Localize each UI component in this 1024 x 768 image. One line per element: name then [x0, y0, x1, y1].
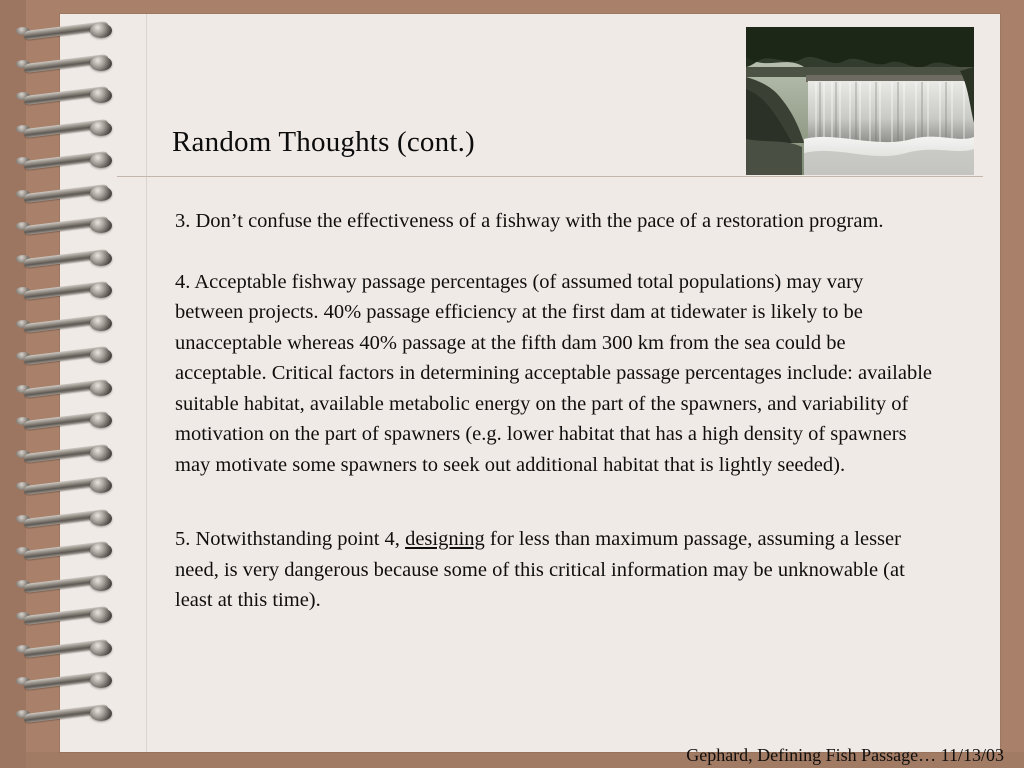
body-point-4: 4. Acceptable fishway passage percentages (of assumed total populations) may vary between projects. 40% passage efficiency at the first dam at tidewater is likely to be unacceptable whereas 40% passage at the fifth dam 300 km from the sea could be acceptable. Critical factors in determining acceptable passage percentages include: available suitable habitat, available metabolic energy on the part of the spawners, and variability of motivation on the part of spawners (e.g. lower habitat that has a high density of spawners may motivate some spawners to seek out additional habitat that is lightly seeded). — [175, 270, 932, 476]
spiral-ring-head — [90, 56, 112, 71]
page-title: Random Thoughts (cont.) — [172, 126, 475, 158]
spiral-ring — [14, 284, 122, 298]
spiral-ring — [14, 187, 122, 201]
spiral-ring-head — [90, 413, 112, 428]
spiral-ring — [14, 479, 122, 493]
spiral-ring — [14, 89, 122, 103]
spiral-ring-head — [90, 88, 112, 103]
spiral-ring-head — [90, 641, 112, 656]
body-point-5-underlined: designing — [405, 528, 485, 550]
spiral-ring-head — [90, 218, 112, 233]
spiral-ring-head — [90, 478, 112, 493]
body-point-5 — [175, 524, 935, 616]
spiral-ring-head — [90, 543, 112, 558]
spiral-binding-rings — [14, 24, 134, 748]
spiral-ring-head — [90, 283, 112, 298]
spiral-ring — [14, 57, 122, 71]
waterfall-dam-photo — [746, 27, 974, 175]
spiral-ring-head — [90, 153, 112, 168]
spiral-ring-head — [90, 251, 112, 266]
spiral-ring-head — [90, 576, 112, 591]
title-divider — [117, 176, 983, 177]
spiral-ring — [14, 382, 122, 396]
spiral-ring — [14, 122, 122, 136]
spiral-ring — [14, 707, 122, 721]
spacer-1 — [175, 237, 935, 267]
spiral-ring — [14, 577, 122, 591]
spiral-ring — [14, 24, 122, 38]
spiral-ring-head — [90, 511, 112, 526]
spiral-ring-head — [90, 23, 112, 38]
spiral-ring — [14, 544, 122, 558]
spiral-ring-head — [90, 348, 112, 363]
body-point-5-pre: 5. Notwithstanding point 4, — [175, 528, 406, 550]
spiral-ring — [14, 414, 122, 428]
spacer-2 — [175, 480, 935, 524]
spiral-ring-head — [90, 706, 112, 721]
spiral-ring — [14, 317, 122, 331]
spiral-ring — [14, 349, 122, 363]
spiral-ring — [14, 609, 122, 623]
spiral-ring — [14, 252, 122, 266]
spiral-ring — [14, 642, 122, 656]
slide-footer: Gephard, Defining Fish Passage… 11/13/03 — [686, 745, 1004, 765]
spiral-ring-head — [90, 673, 112, 688]
spiral-ring — [14, 219, 122, 233]
spiral-ring-head — [90, 608, 112, 623]
spiral-ring — [14, 154, 122, 168]
spiral-ring-head — [90, 381, 112, 396]
spiral-ring — [14, 447, 122, 461]
spiral-ring-head — [90, 316, 112, 331]
spiral-ring-head — [90, 121, 112, 136]
body-point-3: 3. Don’t confuse the effectiveness of a fishway with the pace of a restoration program. — [175, 210, 884, 232]
body-point-5-post: for less than maximum passage, assuming a lesser need, is very dangerous because some of this critical information may be unknowable (at least at this time). — [175, 528, 905, 611]
spiral-ring-head — [90, 186, 112, 201]
spiral-ring — [14, 512, 122, 526]
spiral-ring — [14, 674, 122, 688]
slide-body — [175, 206, 935, 616]
spiral-ring-head — [90, 446, 112, 461]
